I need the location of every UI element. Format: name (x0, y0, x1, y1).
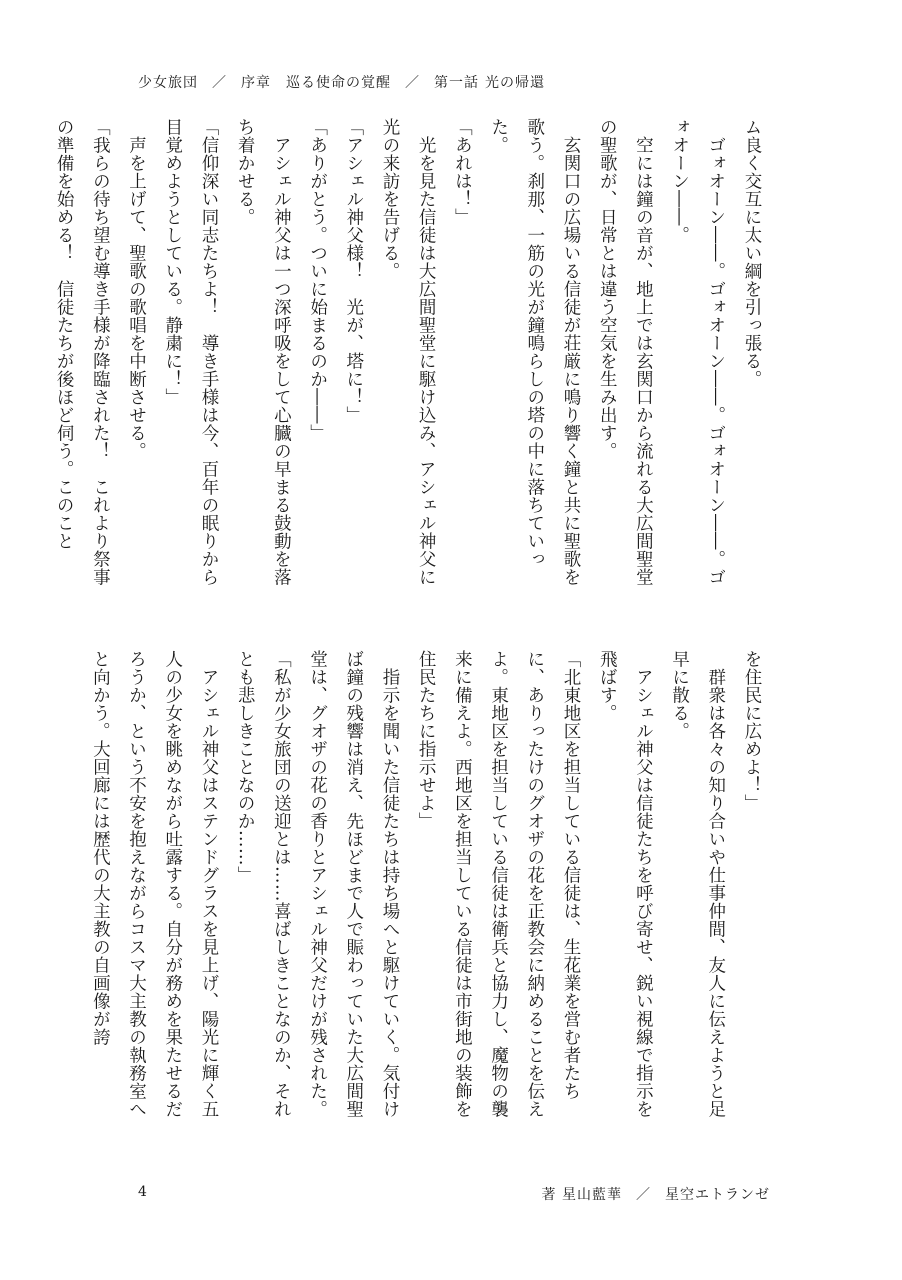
body-text-lower (90, 650, 770, 1120)
paragraph: 群衆は各々の知り合いや仕事仲間、友人に伝えようと足早に散る。 (669, 650, 726, 1118)
paragraph: 指示を聞いた信徒たちは持ち場へと駆けていく。気付けば鐘の残響は消え、先ほどまで人で賑わっていた大広間聖堂は、グオザの花の香りとアシェル神父だけが残された。 (307, 650, 400, 1118)
author-label: 著 (541, 1187, 557, 1203)
body-text-upper (54, 118, 770, 588)
paragraph: 「北東地区を担当している信徒は、生花業を営む者たちに、ありったけのグオザの花を正教会に納めることを伝えよ。東地区を担当している信徒は衛兵と協力し、魔物の襲来に備えよ。西地区を担当している信徒は市街地の装飾を住民たちに指示せよ」 (416, 650, 581, 1118)
paragraph: 「ありがとう。ついに始まるのか――」 (307, 118, 328, 442)
running-header (138, 72, 545, 100)
paragraph: 「私が少女旅団の送迎とは……喜ばしきことなのか、それとも悲しきことなのか……」 (235, 650, 292, 1118)
paragraph: を住民に広めよ！」 (742, 650, 762, 812)
header-separator: ／ (212, 75, 227, 91)
paragraph: 「あれは！」 (452, 118, 473, 226)
paragraph: アシェル神父はステンドグラスを見上げ、陽光に輝く五人の少女を眺めながら吐露する。自分が務めを果たせるだろうか、という不安を抱えながらコスマ大主教の執務室へと向かう。大回廊には歴代の大主教の自画像が誇 (90, 650, 219, 1118)
header-episode-title: 光の帰還 (485, 75, 545, 91)
footer-separator: ／ (636, 1187, 651, 1203)
header-book-title: 少女旅団 (138, 75, 198, 91)
page-number: 4 (138, 1184, 147, 1200)
paragraph: 「我らの待ち望む導き手様が降臨された！ これより祭事の準備を始める！ 信徒たちが後ほど伺う。このこと (54, 118, 111, 586)
paragraph: アシェル神父は一つ深呼吸をして心臓の早まる鼓動を落ち着かせる。 (235, 118, 292, 586)
paragraph: ゴォオーン――。ゴォオーン――。ゴォオーン――。ゴォオーン――。 (669, 118, 726, 586)
paragraph: 光を見た信徒は大広間聖堂に駆け込み、アシェル神父に光の来訪を告げる。 (379, 118, 437, 586)
paragraph: 玄関口の広場いる信徒が荘厳に鳴り響く鐘と共に聖歌を歌う。刹那、一筋の光が鐘鳴らしの塔の中に落ちていった。 (488, 118, 581, 586)
header-chapter: 序章 巡る使命の覚醒 (241, 75, 391, 91)
footer-credit (542, 1184, 770, 1204)
paragraph: 空には鐘の音が、地上では玄関口から流れる大広間聖堂の聖歌が、日常とは違う空気を生み出す。 (597, 118, 654, 586)
publisher-name: 星空エトランゼ (665, 1187, 770, 1203)
paragraph: アシェル神父は信徒たちを呼び寄せ、鋭い視線で指示を飛ばす。 (597, 650, 654, 1118)
paragraph: 声を上げて、聖歌の歌唱を中断させる。 (126, 118, 147, 460)
header-episode-number: 第一話 (434, 75, 479, 91)
paragraph: ム良く交互に太い綱を引っ張る。 (742, 118, 762, 388)
paragraph: 「信仰深い同志たちよ！ 導き手様は今、百年の眠りから目覚めようとしている。静粛に！」 (162, 118, 219, 586)
paragraph: 「アシェル神父様！ 光が、塔に！」 (343, 118, 364, 424)
author-name: 星山藍華 (562, 1187, 622, 1203)
header-separator: ／ (405, 75, 420, 91)
